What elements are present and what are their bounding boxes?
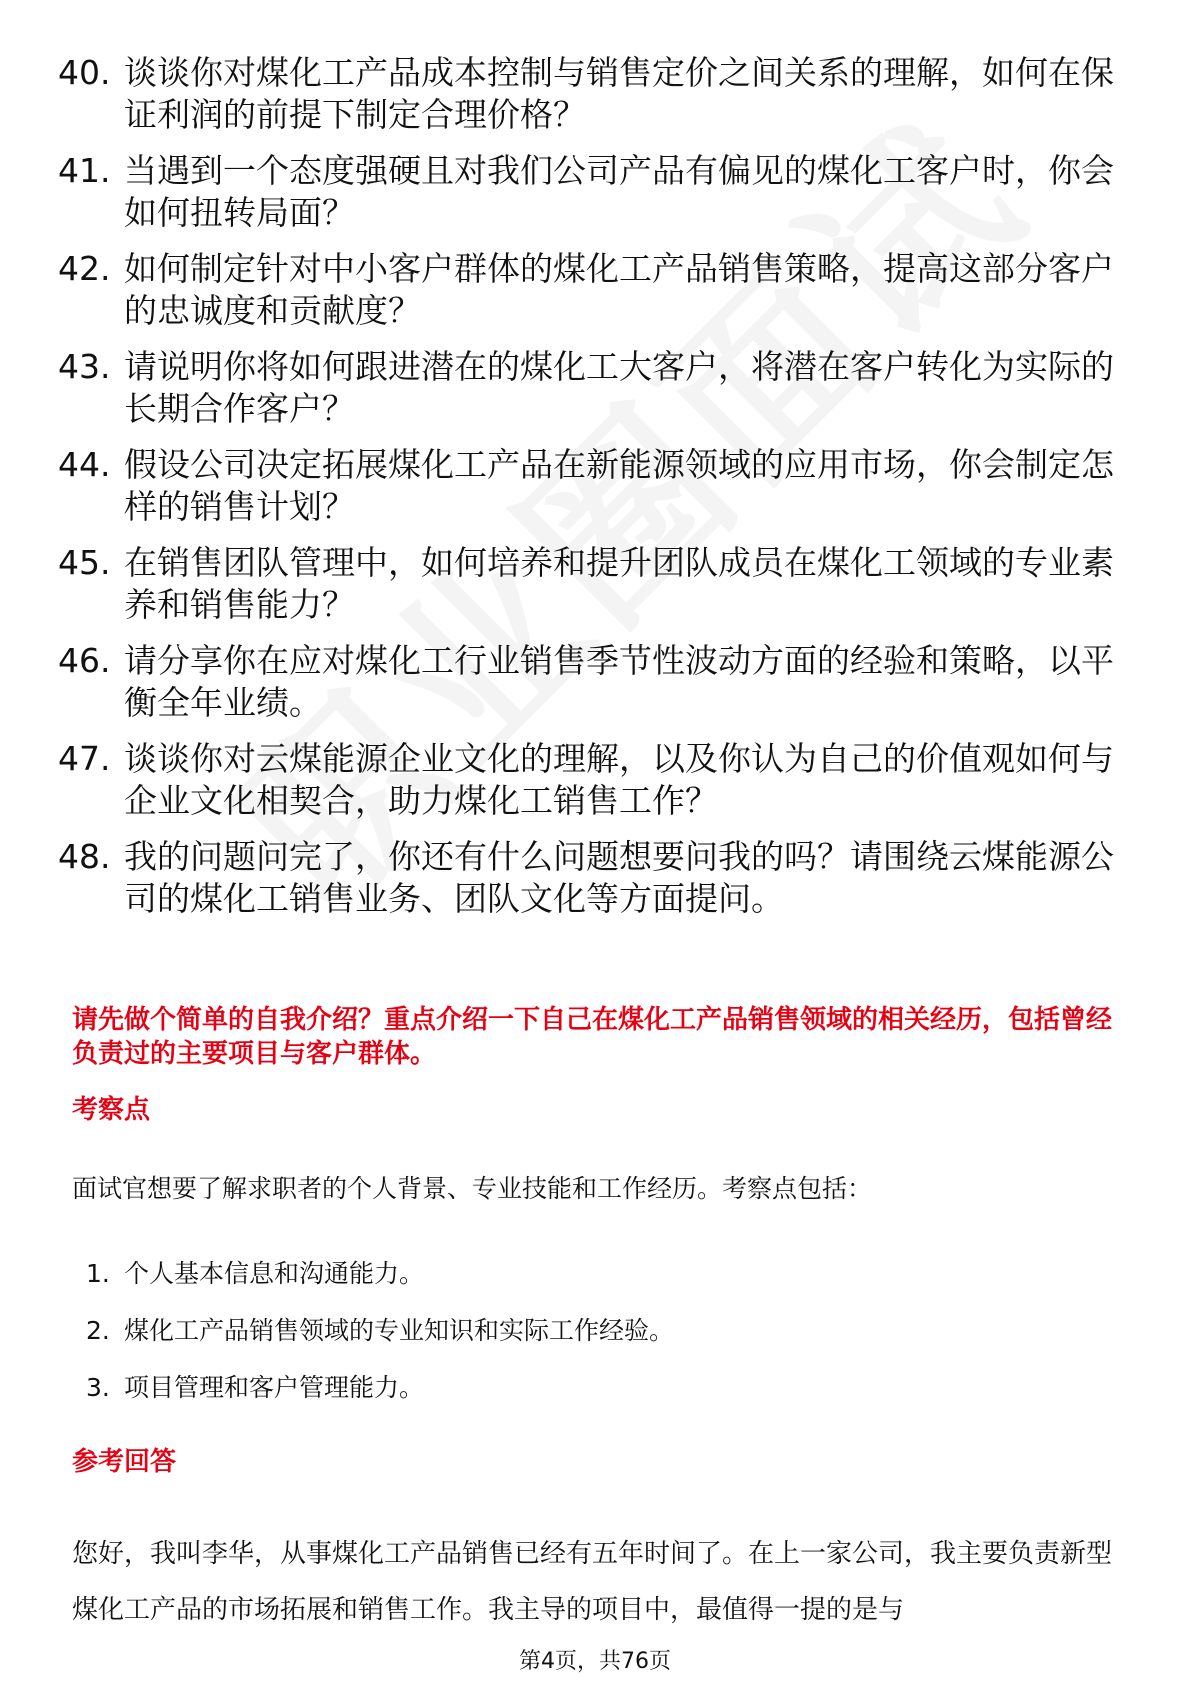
question-list <box>58 52 1128 934</box>
question-number: 41. <box>58 151 111 190</box>
question-item <box>58 738 1128 822</box>
question-item <box>58 836 1128 920</box>
featured-question: 请先做个简单的自我介绍？重点介绍一下自己在煤化工产品销售领域的相关经历，包括曾经负责过的主要项目与客户群体。 <box>72 1005 1113 1069</box>
question-text: 请分享你在应对煤化工行业销售季节性波动方面的经验和策略，以平衡全年业绩。 <box>124 641 1114 722</box>
question-number: 42. <box>58 249 111 288</box>
question-number: 46. <box>58 641 111 680</box>
page-number: 第4页，共76页 <box>519 1649 671 1674</box>
question-text: 我的问题问完了，你还有什么问题想要问我的吗？请围绕云煤能源公司的煤化工销售业务、团队文化等方面提问。 <box>124 837 1114 918</box>
assessment-point <box>86 1371 674 1428</box>
assessment-heading: 考察点 <box>72 1095 151 1125</box>
question-text: 当遇到一个态度强硬且对我们公司产品有偏见的煤化工客户时，你会如何扭转局面？ <box>124 151 1114 232</box>
question-text: 假设公司决定拓展煤化工产品在新能源领域的应用市场，你会制定怎样的销售计划？ <box>124 445 1114 526</box>
point-text: 煤化工产品销售领域的专业知识和实际工作经验。 <box>124 1316 675 1345</box>
question-item <box>58 640 1128 724</box>
reference-answer: 您好，我叫李华，从事煤化工产品销售已经有五年时间了。在上一家公司，我主要负责新型煤化工产品的市场拓展和销售工作。我主导的项目中，最值得一提的是与 <box>72 1539 1113 1625</box>
question-text: 在销售团队管理中，如何培养和提升团队成员在煤化工领域的专业素养和销售能力？ <box>124 543 1114 624</box>
question-item <box>58 248 1128 332</box>
question-item <box>58 346 1128 430</box>
question-item <box>58 542 1128 626</box>
question-item <box>58 52 1128 136</box>
assessment-point <box>86 1314 674 1371</box>
question-item <box>58 444 1128 528</box>
point-number: 1. <box>86 1259 110 1288</box>
reference-heading: 参考回答 <box>72 1447 177 1477</box>
point-text: 项目管理和客户管理能力。 <box>124 1373 425 1402</box>
question-number: 40. <box>58 53 111 92</box>
assessment-intro: 面试官想要了解求职者的个人背景、专业技能和工作经历。考察点包括： <box>72 1174 873 1203</box>
question-number: 45. <box>58 543 111 582</box>
assessment-points <box>86 1257 674 1428</box>
question-item <box>58 150 1128 234</box>
question-text: 谈谈你对云煤能源企业文化的理解，以及你认为自己的价值观如何与企业文化相契合，助力煤化工销售工作？ <box>124 739 1114 820</box>
point-number: 3. <box>86 1373 110 1402</box>
assessment-point <box>86 1257 674 1314</box>
question-number: 48. <box>58 837 111 876</box>
question-text: 如何制定针对中小客户群体的煤化工产品销售策略，提高这部分客户的忠诚度和贡献度？ <box>124 249 1114 330</box>
question-text: 请说明你将如何跟进潜在的煤化工大客户，将潜在客户转化为实际的长期合作客户？ <box>124 347 1114 428</box>
question-text: 谈谈你对煤化工产品成本控制与销售定价之间关系的理解，如何在保证利润的前提下制定合理价格？ <box>124 53 1114 134</box>
question-number: 47. <box>58 739 111 778</box>
point-number: 2. <box>86 1316 110 1345</box>
question-number: 44. <box>58 445 111 484</box>
point-text: 个人基本信息和沟通能力。 <box>124 1259 425 1288</box>
question-number: 43. <box>58 347 111 386</box>
